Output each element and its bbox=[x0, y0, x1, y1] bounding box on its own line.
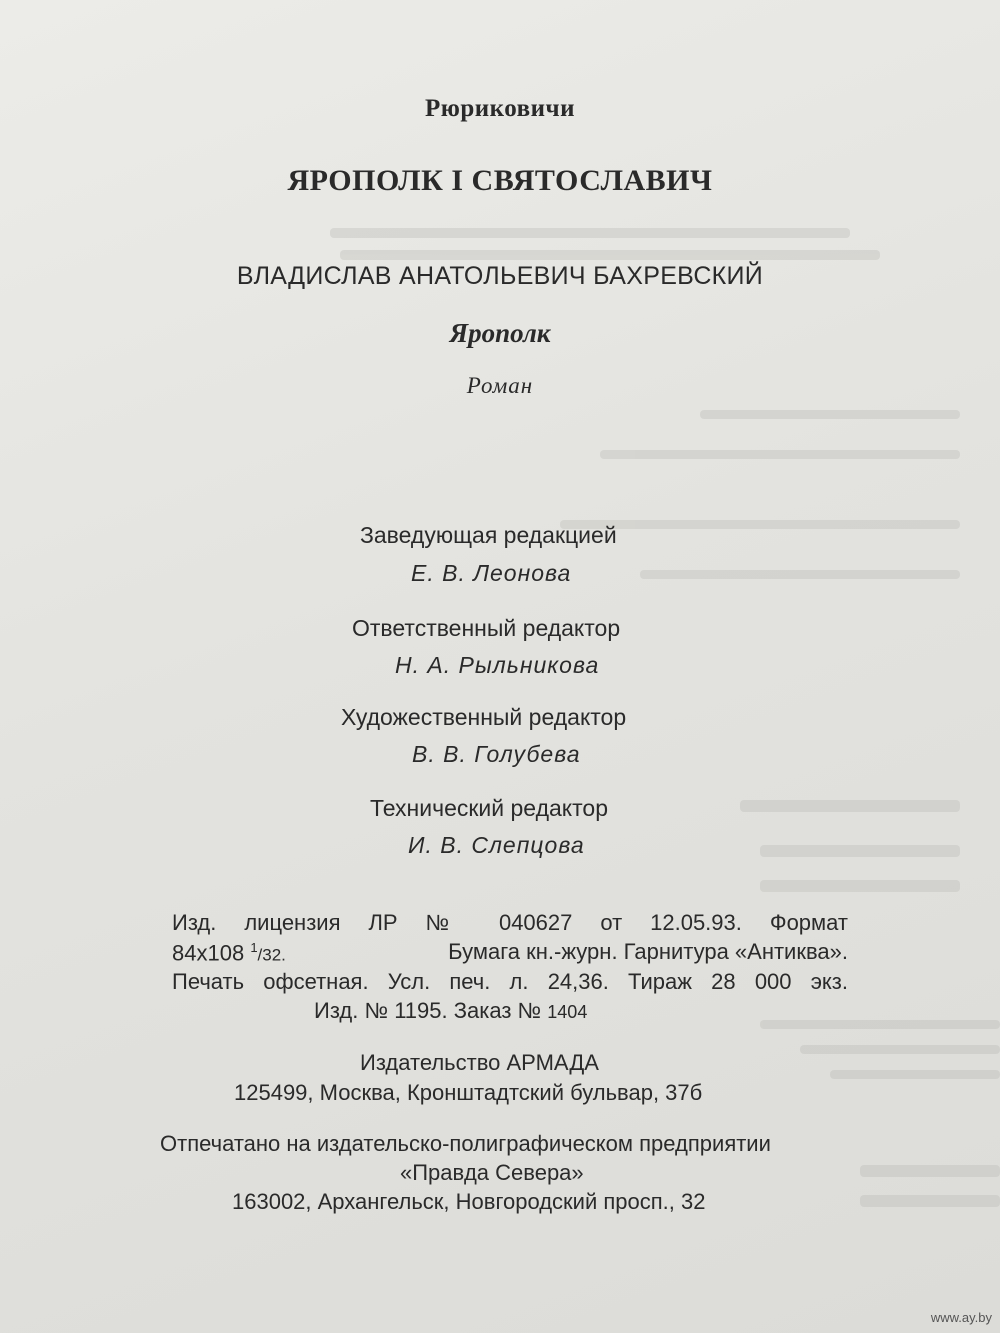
format-denominator: /32. bbox=[257, 945, 286, 965]
credit-role-responsible-editor: Ответственный редактор bbox=[352, 615, 621, 641]
imprint-format-size bbox=[172, 941, 286, 964]
credit-name-managing-editor: Е. В. Леонова bbox=[411, 560, 572, 586]
imprint-order-line bbox=[314, 1000, 587, 1022]
site-watermark: www.ay.by bbox=[930, 1310, 992, 1325]
order-number: 1404 bbox=[547, 1002, 588, 1022]
credit-name-art-editor: В. В. Голубева bbox=[412, 741, 581, 767]
format-size: 84х108 bbox=[172, 940, 245, 966]
credit-role-managing-editor: Заведующая редакцией bbox=[360, 522, 617, 548]
credit-role-technical-editor: Технический редактор bbox=[370, 795, 608, 821]
author-name: ВЛАДИСЛАВ АНАТОЛЬЕВИЧ БАХРЕВСКИЙ bbox=[236, 262, 764, 290]
credit-name-technical-editor: И. В. Слепцова bbox=[408, 832, 585, 858]
imprint-paper-font: Бумага кн.-журн. Гарнитура «Антиква». bbox=[448, 939, 848, 964]
printer-name: «Правда Севера» bbox=[400, 1160, 584, 1185]
credit-name-responsible-editor: Н. А. Рыльникова bbox=[395, 652, 600, 678]
printer-address: 163002, Архангельск, Новгородский просп., 32 bbox=[232, 1189, 706, 1214]
order-prefix: Изд. № 1195. Заказ № bbox=[314, 998, 542, 1023]
imprint-format-line bbox=[172, 941, 848, 964]
series-name: Рюриковичи bbox=[424, 95, 576, 122]
publisher-name: Издательство АРМАДА bbox=[360, 1050, 599, 1075]
credit-role-art-editor: Художественный редактор bbox=[341, 704, 627, 730]
publisher-address: 125499, Москва, Кронштадтский бульвар, 37б bbox=[234, 1080, 703, 1105]
genre-label: Роман bbox=[466, 373, 534, 398]
format-fraction: 1 bbox=[250, 940, 258, 955]
novel-title: Ярополк bbox=[449, 318, 551, 348]
imprint-print-line: Печать офсетная. Усл. печ. л. 24,36. Тираж 28 000 экз. bbox=[172, 969, 848, 994]
printer-line-1: Отпечатано на издательско-полиграфическом предприятии bbox=[160, 1131, 771, 1156]
book-title: ЯРОПОЛК I СВЯТОСЛАВИЧ bbox=[287, 164, 713, 197]
imprint-license-line: Изд. лицензия ЛР № 040627 от 12.05.93. Формат bbox=[172, 910, 848, 935]
